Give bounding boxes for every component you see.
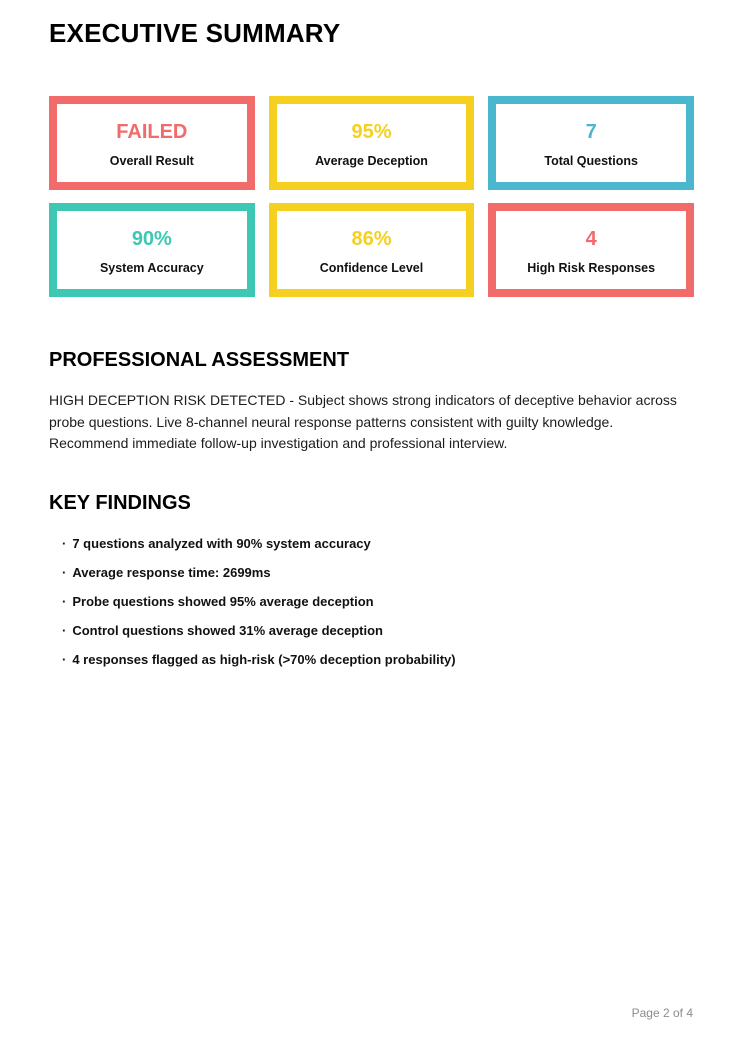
stat-value: 95% (351, 120, 392, 143)
stat-value: 4 (585, 227, 597, 250)
stat-value: 7 (585, 120, 597, 143)
stat-label: Total Questions (544, 153, 638, 168)
summary-cards-grid (49, 96, 694, 297)
finding-item (62, 565, 694, 581)
professional-assessment-body: HIGH DECEPTION RISK DETECTED - Subject shows strong indicators of deceptive behavior across probe questions. Live 8-channel neural response patterns consistent with guilty knowledge. Recommend immediate follow-up investigation and professional interview. (49, 392, 677, 451)
stat-label: Overall Result (109, 153, 194, 168)
finding-item (62, 623, 694, 639)
stat-card-system-accuracy (49, 203, 255, 297)
key-findings-list (49, 536, 694, 668)
bullet-icon: · (62, 564, 67, 580)
stat-label: System Accuracy (99, 260, 204, 275)
page-title: EXECUTIVE SUMMARY (49, 18, 341, 48)
stat-card-overall-result (49, 96, 255, 190)
stat-value: 90% (131, 227, 172, 250)
finding-text: 4 responses flagged as high-risk (>70% deception probability) (72, 651, 456, 667)
stat-card-average-deception (269, 96, 475, 190)
professional-assessment-heading: PROFESSIONAL ASSESSMENT (49, 349, 350, 371)
bullet-icon: · (62, 651, 67, 667)
finding-text: Average response time: 2699ms (72, 564, 271, 580)
bullet-icon: · (62, 535, 67, 551)
finding-item (62, 594, 694, 610)
stat-label: Average Deception (315, 153, 428, 168)
stat-card-total-questions (488, 96, 694, 190)
stat-value: 86% (351, 227, 392, 250)
stat-card-high-risk-responses (488, 203, 694, 297)
stat-value: FAILED (116, 120, 188, 143)
stat-card-confidence-level (269, 203, 475, 297)
bullet-icon: · (62, 593, 67, 609)
key-findings-heading: KEY FINDINGS (49, 491, 191, 514)
finding-text: Probe questions showed 95% average deception (72, 593, 374, 609)
finding-item (62, 536, 694, 552)
stat-label: High Risk Responses (527, 260, 656, 275)
stat-label: Confidence Level (319, 260, 424, 275)
finding-text: Control questions showed 31% average deception (72, 622, 383, 638)
finding-item (62, 652, 694, 668)
finding-text: 7 questions analyzed with 90% system accuracy (72, 535, 371, 551)
bullet-icon: · (62, 622, 67, 638)
page-number: Page 2 of 4 (631, 1006, 693, 1020)
